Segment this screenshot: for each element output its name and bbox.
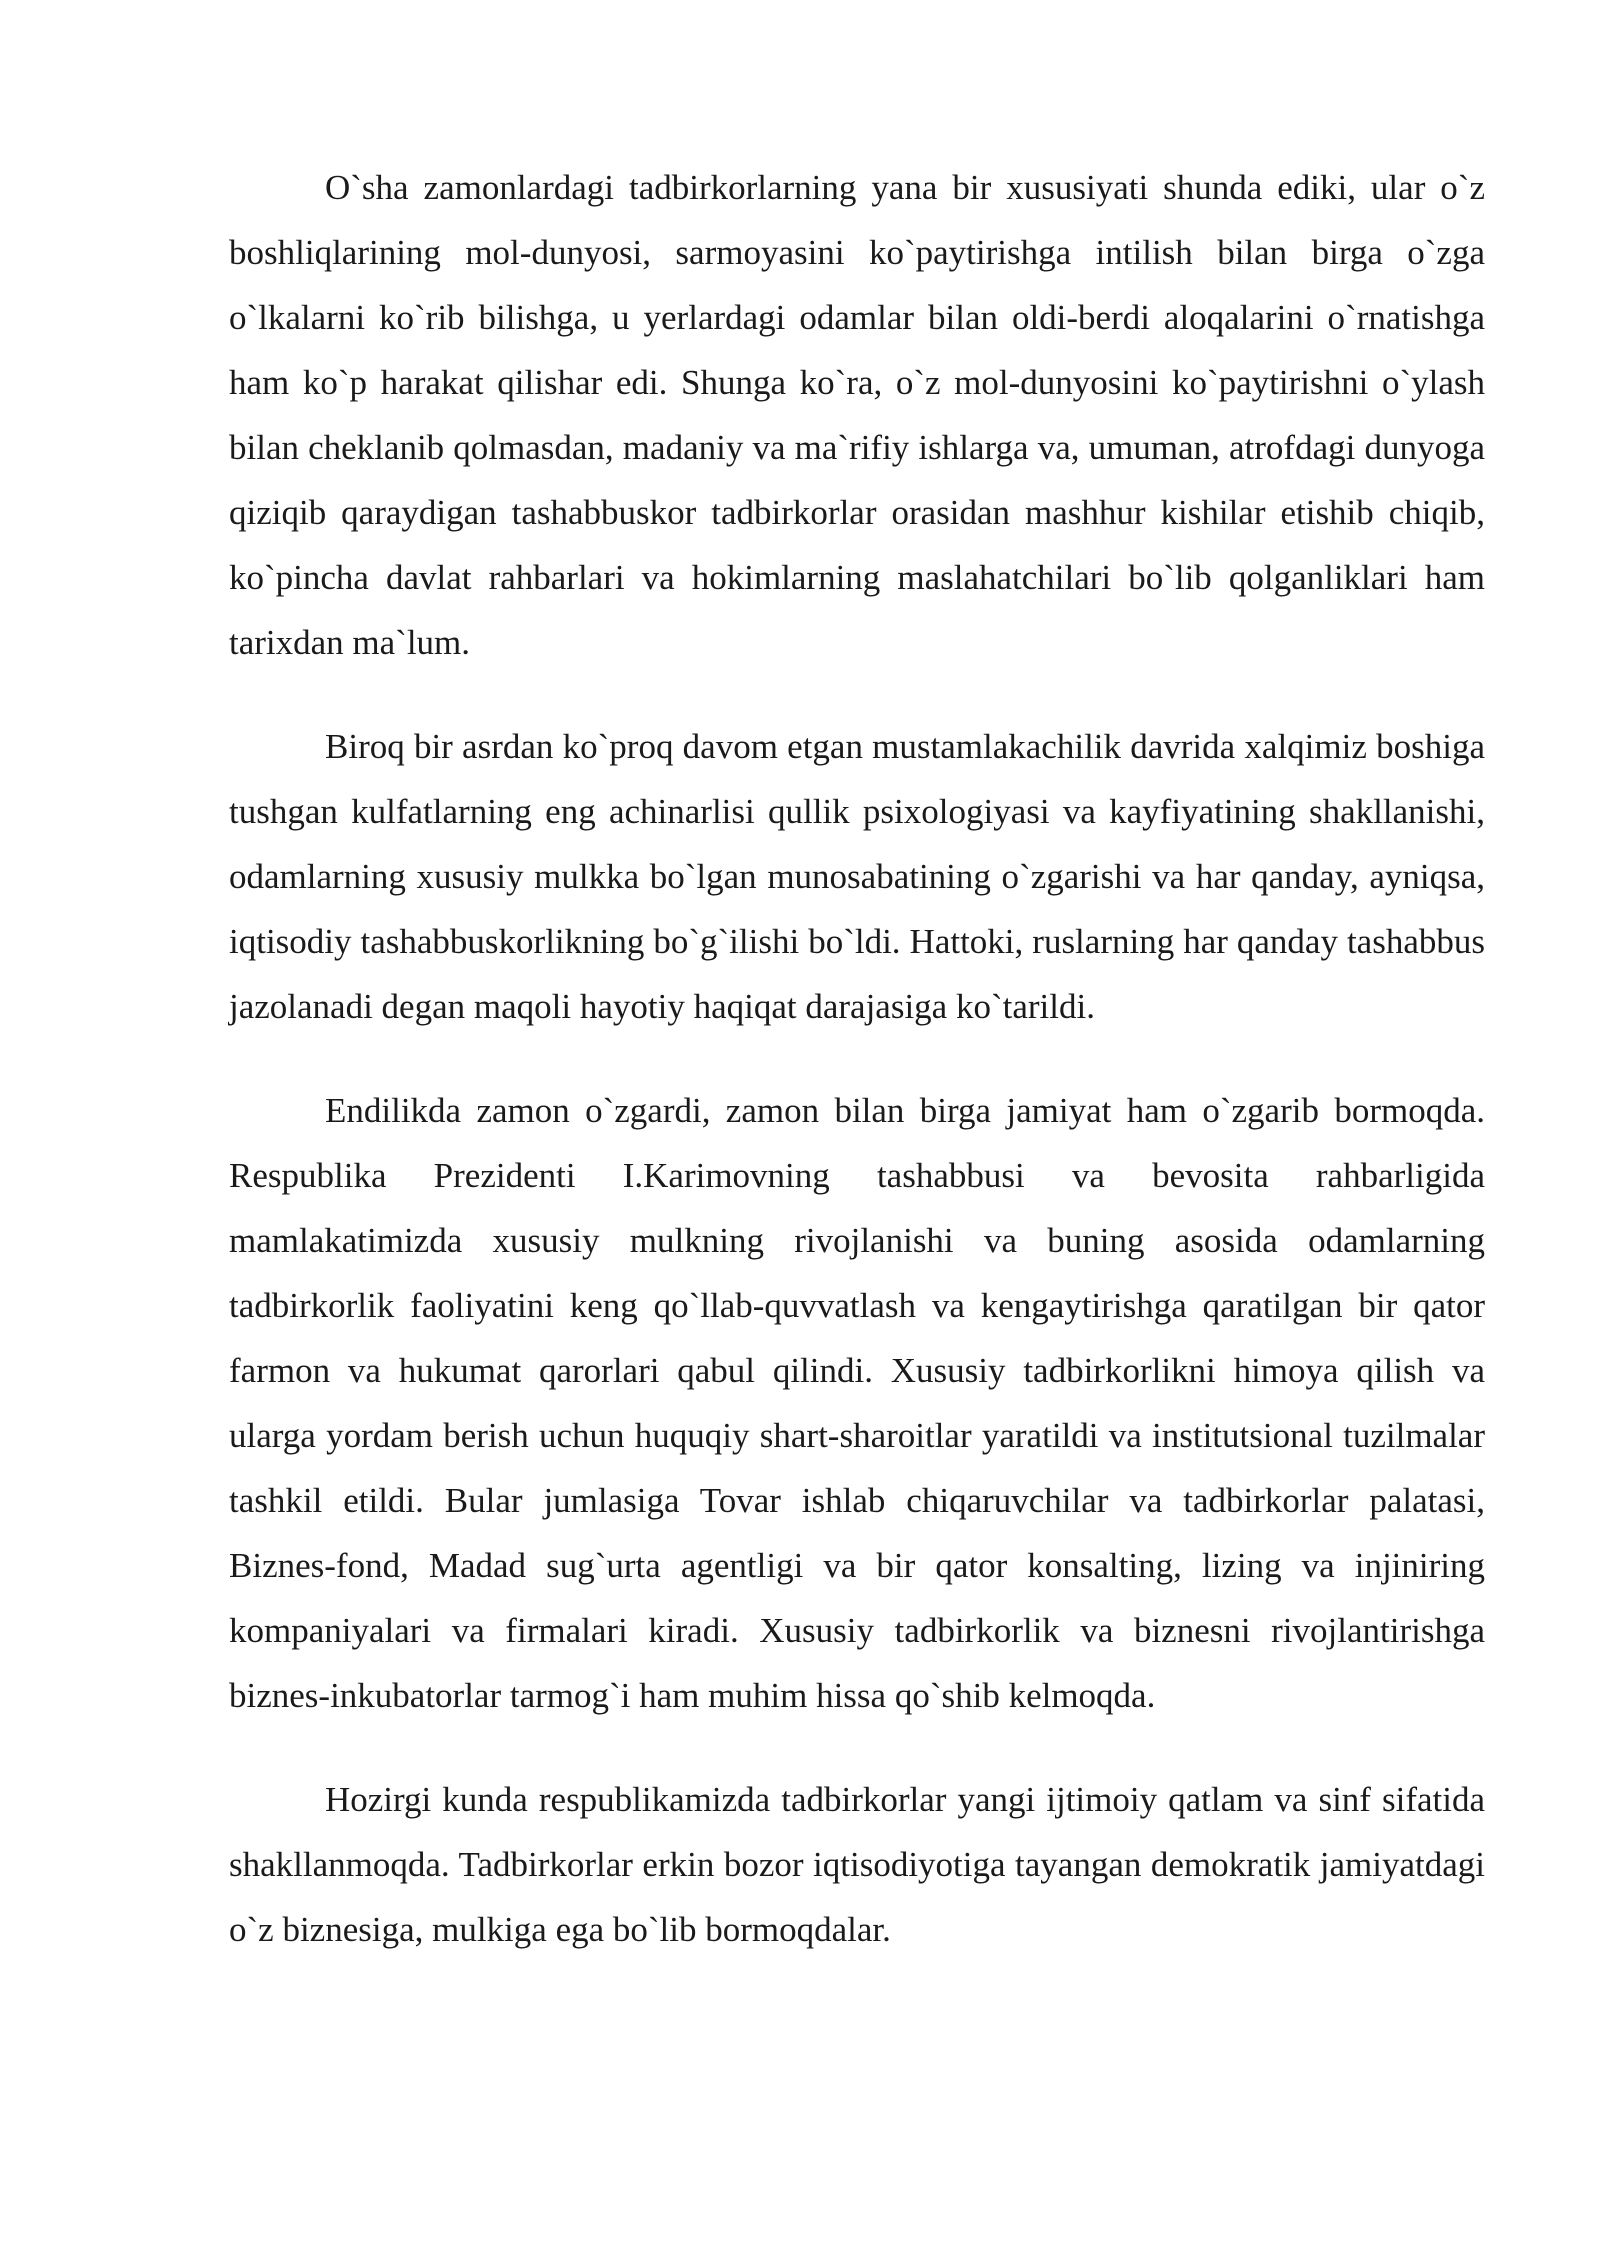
paragraph-2: Biroq bir asrdan ko`proq davom etgan mustamlakachilik davrida xalqimiz boshiga tushgan kulfatlarning eng achinarlisi qullik psixologiyasi va kayfiyatining shakllanishi, odamlarning xususiy mulkka bo`lgan munosabatining o`zgarishi va har qanday, ayniqsa, iqtisodiy tashabbuskorlikning bo`g`ilishi bo`ldi. Hattoki, ruslarning har qanday tashabbus jazolanadi degan maqoli hayotiy haqiqat darajasiga ko`tarildi. xyxy=(229,727,1485,1026)
paragraph-3: Endilikda zamon o`zgardi, zamon bilan birga jamiyat ham o`zgarib bormoqda. Respublika Prezidenti I.Karimovning tashabbusi va bevosita rahbarligida mamlakatimizda xususiy mulkning rivojlanishi va buning asosida odamlarning tadbirkorlik faoliyatini keng qo`llab-quvvatlash va kengaytirishga qaratilgan bir qator farmon va hukumat qarorlari qabul qilindi. Xususiy tadbirkorlikni himoya qilish va ularga yordam berish uchun huquqiy shart-sharoitlar yaratildi va institutsional tuzilmalar tashkil etildi. Bular jumlasiga Tovar ishlab chiqaruvchilar va tadbirkorlar palatasi, Biznes-fond, Madad sug`urta agentligi va bir qator konsalting, lizing va injiniring kompaniyalari va firmalari kiradi. Xususiy tadbirkorlik va biznesni rivojlantirishga biznes-inkubatorlar tarmog`i ham muhim hissa qo`shib kelmoqda. xyxy=(229,1091,1485,1715)
document-body xyxy=(229,155,1485,1962)
paragraph-4: Hozirgi kunda respublikamizda tadbirkorlar yangi ijtimoiy qatlam va sinf sifatida shakllanmoqda. Tadbirkorlar erkin bozor iqtisodiyotiga tayangan demokratik jamiyatdagi o`z biznesiga, mulkiga ega bo`lib bormoqdalar. xyxy=(229,1780,1485,1949)
paragraph-1: O`sha zamonlardagi tadbirkorlarning yana bir xususiyati shunda ediki, ular o`z boshliqlarining mol-dunyosi, sarmoyasini ko`paytirishga intilish bilan birga o`zga o`lkalarni ko`rib bilishga, u yerlardagi odamlar bilan oldi-berdi aloqalarini o`rnatishga ham ko`p harakat qilishar edi. Shunga ko`ra, o`z mol-dunyosini ko`paytirishni o`ylash bilan cheklanib qolmasdan, madaniy va ma`rifiy ishlarga va, umuman, atrofdagi dunyoga qiziqib qaraydigan tashabbuskor tadbirkorlar orasidan mashhur kishilar etishib chiqib, ko`pincha davlat rahbarlari va hokimlarning maslahatchilari bo`lib qolganliklari ham tarixdan ma`lum. xyxy=(229,168,1485,662)
